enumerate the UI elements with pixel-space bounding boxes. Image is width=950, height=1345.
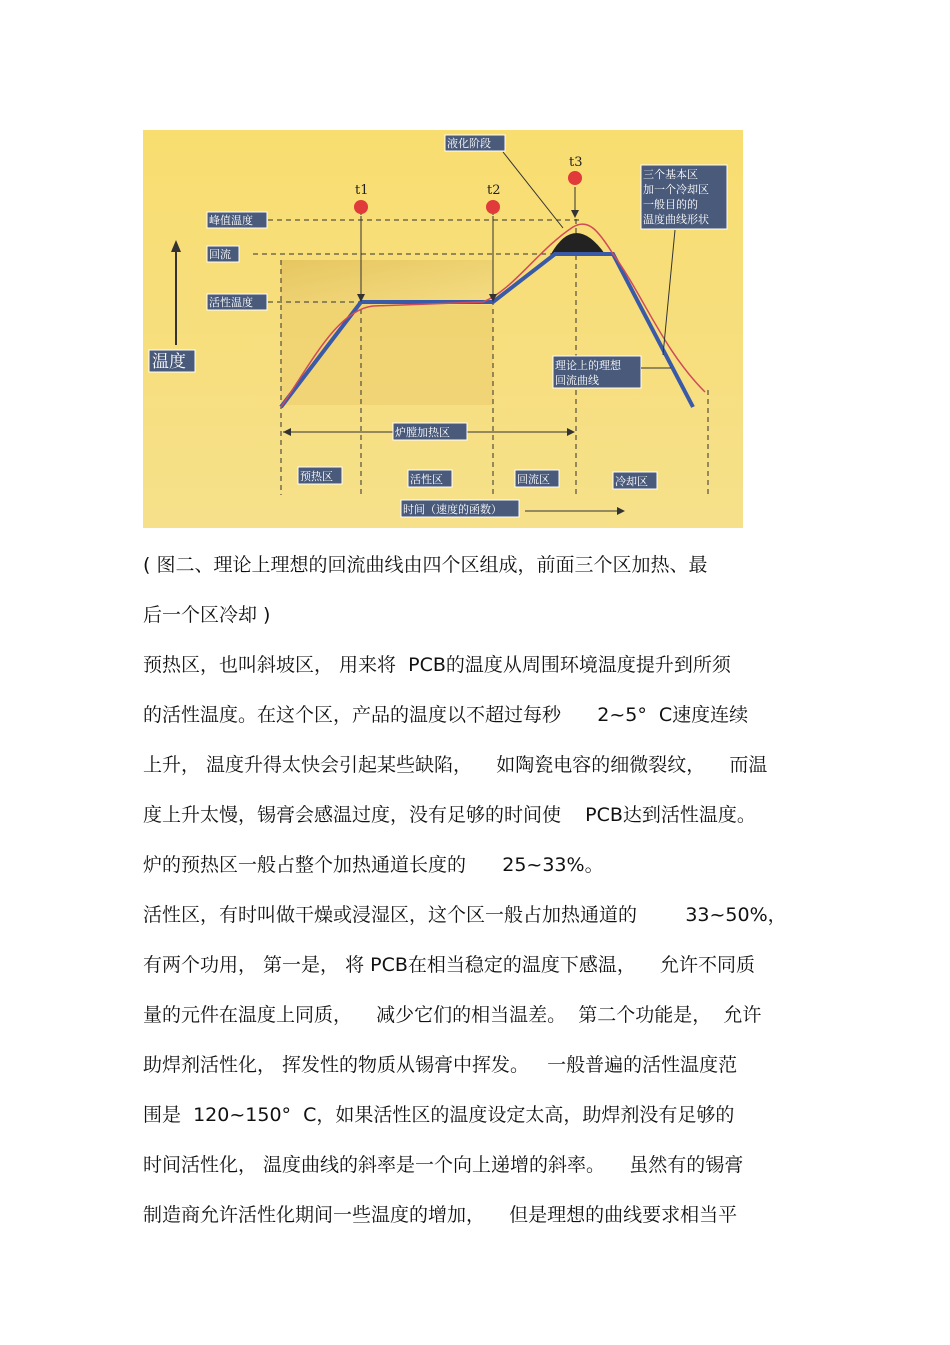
t3-label: t3	[569, 155, 583, 170]
note-line-1: 三个基本区	[643, 168, 698, 181]
paragraph-line: 炉的预热区一般占整个加热通道长度的 25~33%。	[143, 854, 604, 876]
paragraph-line: 制造商允许活性化期间一些温度的增加， 但是理想的曲线要求相当平	[143, 1204, 738, 1226]
temperature-axis-label: 温度	[152, 352, 186, 372]
paragraph-line: 度上升太慢，锡膏会感温过度，没有足够的时间使 PCB达到活性温度。	[143, 804, 756, 826]
ideal-curve-label-2: 回流曲线	[555, 374, 599, 387]
caption-line: ( 图二、理论上理想的回流曲线由四个区组成，前面三个区加热、最	[143, 554, 708, 576]
paragraph-line: 有两个功用， 第一是， 将 PCB在相当稳定的温度下感温， 允许不同质	[143, 954, 756, 976]
zone-reflow-label: 回流区	[517, 473, 550, 486]
preheat-paragraph	[143, 640, 823, 890]
paragraph-line: 上升， 温度升得太快会引起某些缺陷， 如陶瓷电容的细微裂纹， 而温	[143, 754, 768, 776]
t1-marker	[354, 200, 368, 214]
heating-zone-label: 炉膛加热区	[395, 426, 450, 439]
zone-active-label: 活性区	[410, 473, 443, 486]
note-line-2: 加一个冷却区	[643, 183, 709, 196]
t2-label: t2	[487, 183, 501, 198]
note-line-3: 一般目的的	[643, 198, 698, 211]
ideal-curve-label-1: 理论上的理想	[555, 359, 621, 372]
paragraph-line: 助焊剂活性化， 挥发性的物质从锡膏中挥发。 一般普遍的活性温度范	[143, 1054, 738, 1076]
lower-fill	[281, 305, 493, 405]
process-window-fill	[281, 260, 493, 305]
paragraph-line: 活性区，有时叫做干燥或浸湿区，这个区一般占加热通道的 33~50%，	[143, 904, 787, 926]
zone-cooling-label: 冷却区	[615, 475, 648, 488]
t2-marker	[486, 200, 500, 214]
active-temp-label: 活性温度	[209, 296, 253, 309]
paragraph-line: 预热区，也叫斜坡区， 用来将 PCB的温度从周围环境温度提升到所须	[143, 654, 731, 676]
note-line-4: 温度曲线形状	[643, 213, 709, 226]
paragraph-line: 量的元件在温度上同质， 减少它们的相当温差。 第二个功能是， 允许	[143, 1004, 762, 1026]
active-zone-paragraph	[143, 890, 823, 1240]
reflow-profile-figure	[143, 130, 743, 528]
paragraph-line: 围是 120~150° C，如果活性区的温度设定太高，助焊剂没有足够的	[143, 1104, 735, 1126]
peak-temp-label: 峰值温度	[209, 214, 253, 227]
liquid-phase-label: 液化阶段	[447, 137, 491, 150]
paragraph-line: 时间活性化， 温度曲线的斜率是一个向上递增的斜率。 虽然有的锡膏	[143, 1154, 744, 1176]
time-axis-label: 时间（速度的函数）	[403, 503, 502, 516]
t3-marker	[568, 171, 582, 185]
paragraph-line: 的活性温度。在这个区，产品的温度以不超过每秒 2~5° C速度连续	[143, 704, 749, 726]
reflow-label: 回流	[209, 248, 231, 261]
zone-preheat-label: 预热区	[300, 470, 333, 483]
figure-caption	[143, 540, 823, 640]
caption-line: 后一个区冷却 )	[143, 604, 271, 626]
t1-label: t1	[355, 183, 369, 198]
